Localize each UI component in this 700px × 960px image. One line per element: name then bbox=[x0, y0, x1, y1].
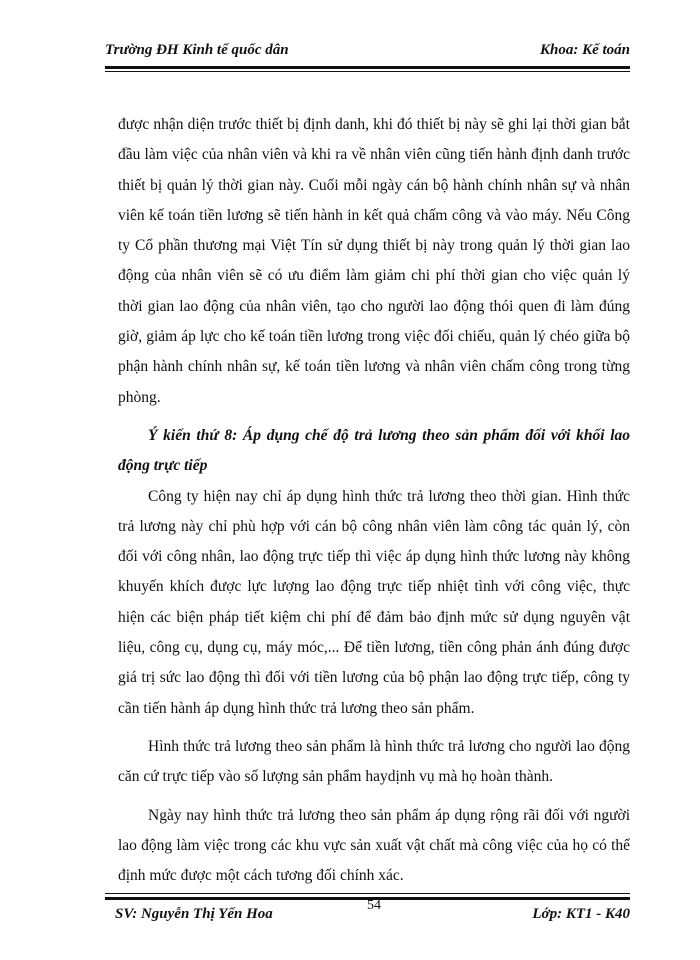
page-body bbox=[118, 110, 630, 891]
header-university: Trường ĐH Kinh tế quốc dân bbox=[105, 42, 289, 58]
paragraph-4: Ngày nay hình thức trả lương theo sản phẩm áp dụng rộng rãi đối với người lao động làm việc trong các khu vực sản xuất vật chất mà công việc của họ có thể định mức được một cách tương đối chính xác. bbox=[118, 806, 630, 885]
header-faculty: Khoa: Kế toán bbox=[539, 42, 630, 58]
header-rule-thick bbox=[105, 66, 630, 69]
paragraph-2: Công ty hiện nay chỉ áp dụng hình thức trả lương theo thời gian. Hình thức trả lương này chỉ phù hợp với cán bộ công nhân viên làm công tác quản lý, còn đối với công nhân, lao động trực tiếp thì việc áp dụng hình thức lương này không khuyến khích được lực lượng lao động trực tiếp nhiệt tình với công việc, thực hiện các biện pháp tiết kiệm chi phí để đảm bảo định mức sử dụng nguyên vật liệu, công cụ, dụng cụ, máy móc,... Để tiền lương, tiền công phản ánh đúng được giá trị sức lao động thì đối với tiền lương của bộ phận lao động trực tiếp, công ty cần tiến hành áp dụng hình thức trả lương theo sản phẩm. bbox=[118, 487, 630, 717]
section-heading: Ý kiến thứ 8: Áp dụng chế độ trả lương theo sản phẩm đối với khối lao động trực tiếp bbox=[118, 426, 630, 475]
paragraph-3: Hình thức trả lương theo sản phẩm là hình thức trả lương cho người lao động căn cứ trực tiếp vào số lượng sản phẩm haydịnh vụ mà họ hoàn thành. bbox=[118, 737, 630, 786]
paragraph-1: được nhận diện trước thiết bị định danh, khi đó thiết bị này sẽ ghi lại thời gian bắt đầu làm việc của nhân viên và khi ra về nhân viên cũng tiến hành định danh trước thiết bị quản lý thời gian này. Cuối mỗi ngày cán bộ hành chính nhân sự và nhân viên kế toán tiền lương sẽ tiến hành in kết quả chấm công và vào máy. Nếu Công ty Cổ phần thương mại Việt Tín sử dụng thiết bị này trong quản lý thời gian lao động của nhân viên sẽ có ưu điểm làm giảm chi phí thời gian cho việc quản lý thời gian lao động của nhân viên, tạo cho người lao động thói quen đi làm đúng giờ, giảm áp lực cho kế toán tiền lương trong việc đối chiếu, quản lý chéo giữa bộ phận hành chính nhân sự, kế toán tiền lương và nhân viên chấm công trong từng phòng. bbox=[118, 116, 630, 406]
page-footer bbox=[105, 898, 630, 928]
page-header bbox=[105, 38, 630, 66]
footer-student: SV: Nguyễn Thị Yến Hoa bbox=[115, 906, 273, 922]
page-number: 54 bbox=[367, 898, 381, 913]
footer-rule-thin bbox=[105, 893, 630, 894]
footer-class: Lớp: KT1 - K40 bbox=[532, 906, 630, 922]
header-rule-thin bbox=[105, 71, 630, 72]
